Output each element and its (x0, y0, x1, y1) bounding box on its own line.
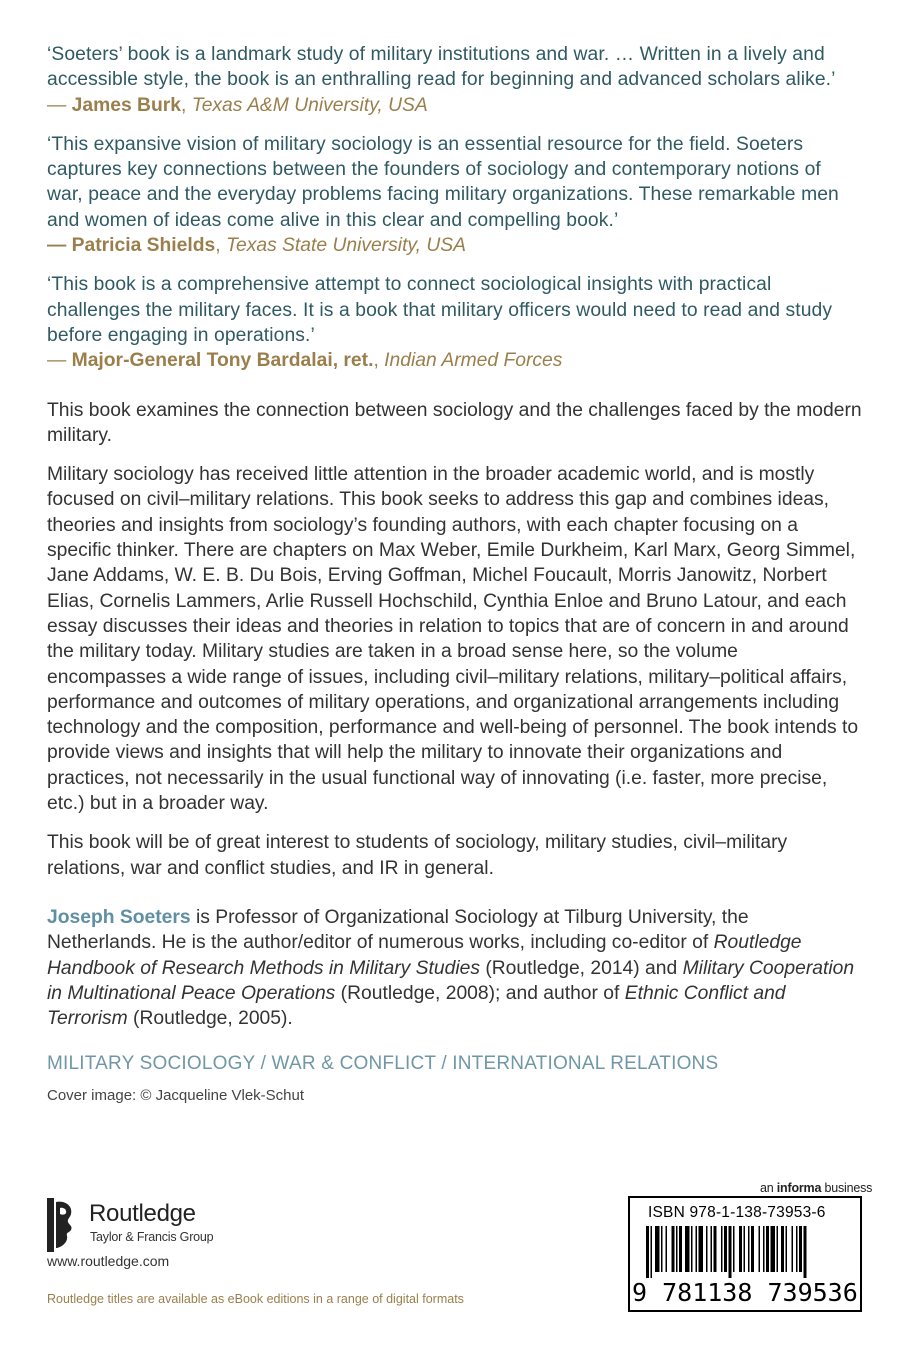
isbn-label: ISBN 978-1-138-73953-6 (648, 1204, 826, 1221)
barcode-bar (796, 1226, 798, 1272)
endorsement-quote: ‘This expansive vision of military sociology is an essential resource for the field. Soeters captures key connections between the founders of sociology and contemporary notions of war, peace and the everyday problems facing military organizations. These remarkable men and women of ideas come alive in this clear and compelling book.’ (47, 133, 839, 231)
endorsement-attribution: — James Burk, Texas A&M University, USA (47, 94, 428, 116)
barcode-bar (724, 1226, 727, 1272)
informa-brand: informa (776, 1181, 822, 1195)
publisher-website: www.routledge.com (47, 1253, 170, 1269)
barcode-bar (714, 1226, 717, 1272)
barcode-bar (777, 1226, 779, 1272)
barcode-bar (655, 1226, 660, 1272)
endorsement-1 (47, 42, 862, 118)
back-cover-content (47, 42, 862, 1104)
barcode-bar (691, 1226, 693, 1272)
endorsement-quote: ‘Soeters’ book is a landmark study of military institutions and war. … Written in a lively and accessible style, the book is an enthralling read for beginning and advanced scholars alike.’ (47, 44, 836, 91)
barcode-bar (744, 1226, 746, 1272)
endorsement-quote: ‘This book is a comprehensive attempt to connect sociological insights with practical challenges the military faces. It is a book that military officers would need to read and study before engaging in operations.’ (47, 274, 833, 346)
subject-categories: MILITARY SOCIOLOGY / WAR & CONFLICT / INTERNATIONAL RELATIONS (47, 1053, 719, 1075)
barcode-bar (679, 1226, 682, 1272)
barcode-bar (739, 1226, 742, 1272)
barcode-bar (786, 1226, 788, 1272)
barcode-bar (685, 1226, 690, 1272)
barcode-bar (661, 1226, 663, 1272)
barcode-bar (651, 1226, 653, 1278)
endorsement-attribution: — Major-General Tony Bardalai, ret., Indian Armed Forces (47, 350, 563, 372)
endorser-name: Patricia Shields (71, 235, 216, 257)
barcode-bar (696, 1226, 698, 1272)
informa-business-tag: an informa business (760, 1181, 873, 1195)
barcode-bar (706, 1226, 708, 1272)
book-title: Routledge Handbook of Research Methods in Military Studies (47, 932, 802, 979)
description-paragraph-1: This book examines the connection between sociology and the challenges faced by the modern military. (47, 399, 862, 446)
barcode-bar (751, 1226, 754, 1272)
author-bio: Joseph Soeters is Professor of Organizational Sociology at Tilburg University, the Netherlands. He is the author/editor of numerous works, including co-editor of Routledge Handbook of Research Methods in Military Studies (Routledge, 2014) and Military Cooperation in Multinational Peace Operations (Routledge, 2008); and author of Ethnic Conflict and Terrorism (Routledge, 2005). (47, 906, 855, 1030)
barcode-icon (646, 1226, 850, 1278)
barcode-bar (792, 1226, 794, 1272)
barcode-bar (676, 1226, 678, 1272)
barcode-bar (759, 1226, 761, 1272)
barcode-bar (711, 1226, 713, 1272)
publisher-name: Routledge (89, 1200, 196, 1227)
barcode-bar (748, 1226, 750, 1272)
author-name: Joseph Soeters (47, 906, 191, 928)
description-paragraph-3: This book will be of great interest to students of sociology, military studies, civil–military relations, war and conflict studies, and IR in general. (47, 832, 788, 879)
endorsement-2 (47, 132, 862, 258)
barcode-bar (763, 1226, 765, 1272)
publisher-group: Taylor & Francis Group (90, 1230, 214, 1244)
endorser-name: Major-General Tony Bardalai, ret. (71, 350, 374, 372)
book-title: Military Cooperation in Multinational Peace Operations (47, 957, 855, 1004)
barcode-bar (771, 1226, 776, 1272)
cover-image-credit: Cover image: © Jacqueline Vlek-Schut (47, 1087, 305, 1105)
barcode-bar (729, 1226, 732, 1278)
barcode-bar (781, 1226, 784, 1272)
barcode-digits: 9 781138 739536 (632, 1278, 858, 1307)
routledge-head-icon (47, 1198, 77, 1252)
endorser-affiliation: Texas State University, USA (225, 235, 467, 257)
barcode-bar (799, 1226, 802, 1272)
endorsement-attribution: — Patricia Shields, Texas State University, USA (47, 235, 467, 257)
ebook-note: Routledge titles are available as eBook editions in a range of digital formats (47, 1292, 464, 1306)
endorser-affiliation: Texas A&M University, USA (191, 94, 428, 116)
barcode-bar (804, 1226, 807, 1278)
endorser-affiliation: Indian Armed Forces (384, 350, 563, 372)
routledge-logo (47, 1198, 297, 1258)
barcode-bar (733, 1226, 735, 1272)
barcode-bar (766, 1226, 769, 1272)
endorsement-3 (47, 272, 862, 373)
barcode-bar (699, 1226, 704, 1272)
barcode-bar (672, 1226, 675, 1272)
isbn-barcode-block (628, 1196, 862, 1312)
barcode-bar (721, 1226, 723, 1272)
description-paragraph-2: Military sociology has received little attention in the broader academic world, and is mostly focused on civil–military relations. This book seeks to address this gap and combines ideas, theories and insights from sociology’s founding authors, with each chapter focusing on a specific thinker. There are chapters on Max Weber, Emile Durkheim, Karl Marx, Georg Simmel, Jane Addams, W. E. B. Du Bois, Erving Goffman, Michel Foucault, Morris Janowitz, Norbert Elias, Cornelis Lammers, Arlie Russell Hochschild, Cynthia Enloe and Bruno Latour, and each essay discusses their ideas and theories in relation to topics that are of concern in and around the military today. Military studies are taken in a broad sense here, so the volume encompasses a wide range of issues, including civil–military relations, military–political affairs, performance and outcomes of military operations, and organizational arrangements including technology and the composition, performance and well-being of personnel. The book intends to provide views and insights that will help the military to innovate their organizations and practices, not necessarily in the usual functional way of innovating (i.e. faster, more precise, etc.) but in a broader way. (47, 464, 859, 815)
book-title: Ethnic Conflict and Terrorism (47, 982, 786, 1030)
endorser-name: James Burk (71, 94, 181, 116)
barcode-bar (666, 1226, 668, 1272)
barcode-bar (646, 1226, 649, 1278)
